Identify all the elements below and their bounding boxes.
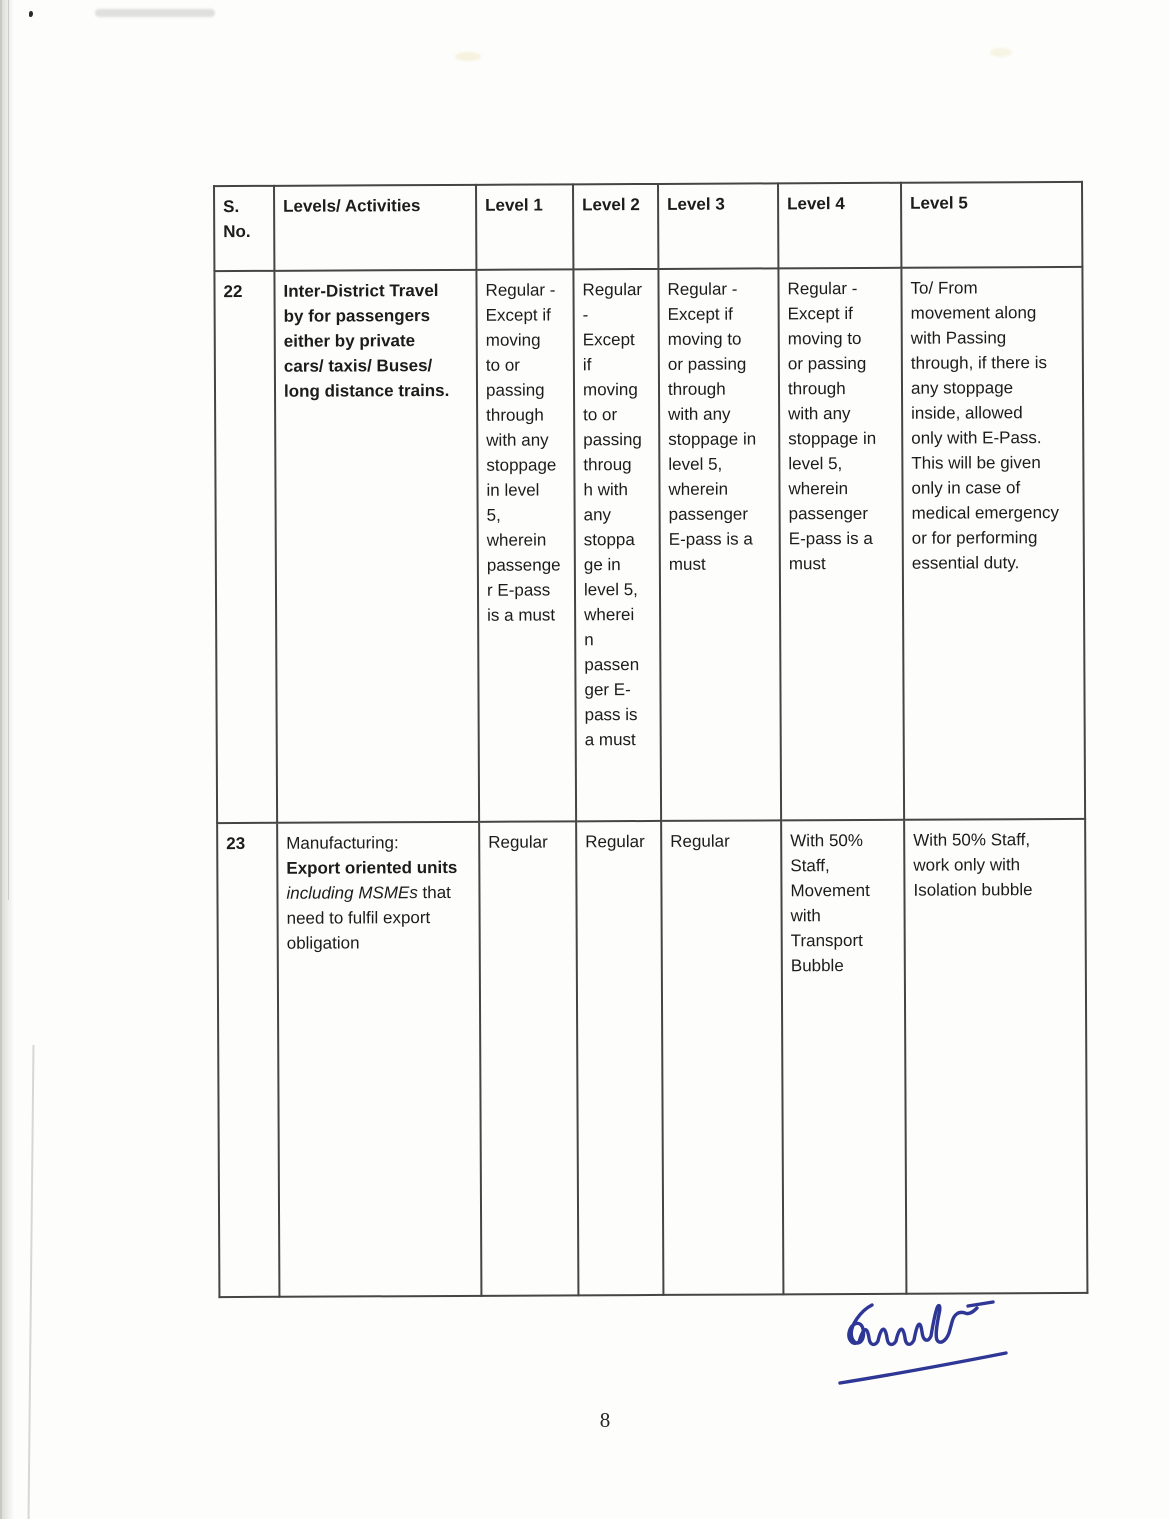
signature-dash — [968, 1302, 993, 1306]
activity-text-bold: Export oriented units — [286, 857, 458, 878]
row-23-level5-cell: With 50% Staff, work only with Isolation bubble — [904, 819, 1087, 1294]
row-22-sno-cell: 22 — [214, 271, 277, 823]
row-23-activity-cell — [277, 822, 481, 1297]
row-23-sno-cell: 23 — [217, 823, 279, 1297]
scan-stain-artifact — [990, 48, 1012, 57]
page-number: 8 — [599, 1408, 611, 1432]
page-edge-shadow — [0, 0, 14, 1519]
table-row-23 — [217, 819, 1087, 1297]
activity-text: Manufacturing: — [286, 833, 399, 853]
row-23-level2-cell: Regular — [576, 821, 663, 1295]
levels-activities-table-wrapper — [213, 181, 1086, 1298]
header-cell-level4: Level 4 — [778, 183, 901, 269]
header-cell-activities: Levels/ Activities — [274, 185, 476, 271]
header-cell-level3: Level 3 — [658, 183, 778, 269]
levels-activities-table — [213, 181, 1088, 1298]
scan-stain-artifact — [455, 52, 481, 61]
scan-smudge-artifact — [95, 9, 215, 17]
header-cell-level1: Level 1 — [476, 184, 573, 269]
row-23-level4-cell: With 50% Staff, Movement with Transport Bubble — [781, 820, 906, 1295]
row-22-level1-cell: Regular - Except if moving to or passing through with any stoppage in level 5, wherein passenge r E-pass is a must — [476, 269, 576, 821]
activity-text: that need to fulfil export obligation — [286, 882, 451, 953]
activity-text-italic: including MSMEs — [286, 883, 418, 903]
table-row-22 — [214, 267, 1085, 823]
header-cell-sno: S. No. — [214, 186, 274, 271]
table-header-row — [214, 182, 1082, 271]
page-fold-artifact — [28, 1045, 35, 1519]
signature-underline — [840, 1353, 1006, 1383]
page-edge-line — [8, 0, 9, 900]
header-cell-level5: Level 5 — [901, 182, 1082, 268]
handwritten-signature — [832, 1296, 1014, 1391]
row-23-level3-cell: Regular — [661, 820, 783, 1295]
row-22-activity-cell: Inter-District Travel by for passengers either by private cars/ taxis/ Buses/ long distance trains. — [274, 270, 479, 823]
row-23-level1-cell: Regular — [479, 821, 578, 1295]
row-22-level5-cell: To/ From movement along with Passing through, if there is any stoppage inside, allowed only with E-Pass. This will be given only in case of medical emergency or for performing essential duty. — [901, 267, 1085, 820]
signature-scribble — [849, 1305, 977, 1344]
row-22-level2-cell: Regular - Except if moving to or passing throug h with any stoppa ge in level 5, wherei n passen ger E- pass is a must — [573, 269, 661, 821]
row-22-level4-cell: Regular - Except if moving to or passing through with any stoppage in level 5, wherein passenger E-pass is a must — [778, 268, 904, 821]
header-cell-level2: Level 2 — [573, 184, 658, 269]
row-22-level3-cell: Regular - Except if moving to or passing through with any stoppage in level 5, wherein passenger E-pass is a must — [658, 268, 781, 821]
scan-dot-artifact — [29, 11, 33, 17]
